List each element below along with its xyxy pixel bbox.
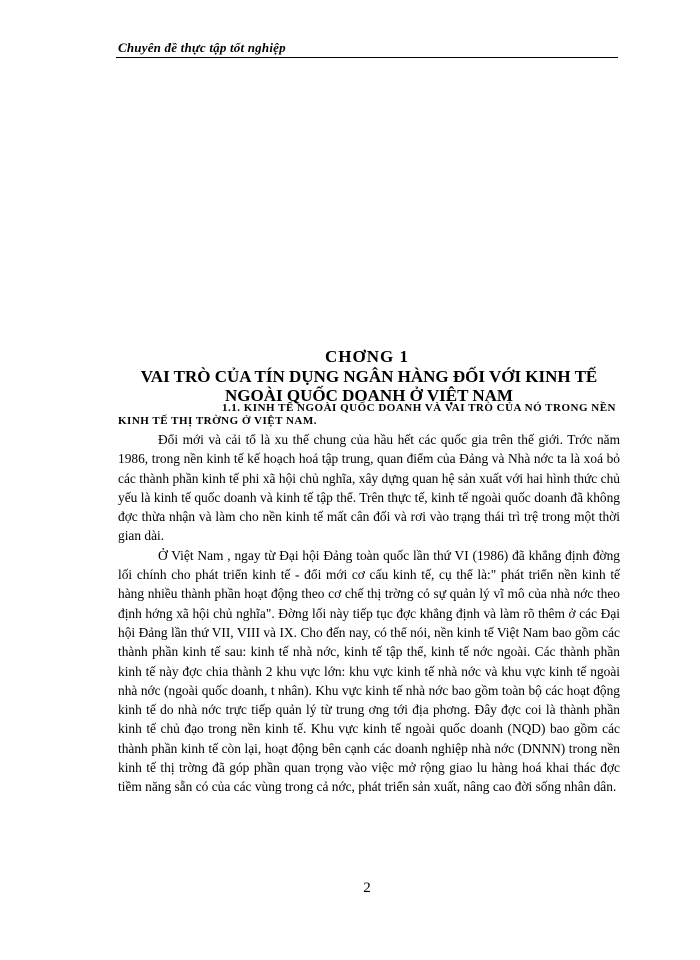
header-divider — [116, 57, 618, 58]
body-text — [118, 430, 620, 797]
paragraph-2: Ở Việt Nam , ngay từ Đại hội Đảng toàn quốc lần thứ VI (1986) đã khẳng định đờng lối chính cho phát triển kinh tế - đổi mới cơ cấu kinh tế, cụ thể là:" phát triển nền kinh tế hàng nhiều thành phần hoạt động theo cơ chế thị trờng có sự quản lý vĩ mô của nhà nớc theo định hớng xã hội chủ nghĩa". Đờng lối này tiếp tục đợc khẳng định và làm rõ thêm ở các Đại hội Đảng lần thứ VII, VIII và IX. Cho đến nay, có thể nói, nền kinh tế Việt Nam bao gồm các thành phần kinh tế sau: kinh tế nhà nớc, kinh tế tập thể, kinh tế nớc ngoài. Các thành phần kinh tế này đợc chia thành 2 khu vực lớn: khu vực kinh tế nhà nớc và khu vực kinh tế ngoài nhà nớc (ngoài quốc doanh, t nhân). Khu vực kinh tế nhà nớc bao gồm toàn bộ các hoạt động kinh tế do nhà nớc trực tiếp quản lý từ trung ơng tới địa phơng. Đây đợc coi là thành phần kinh tế chủ đạo trong nền kinh tế. Khu vực kinh tế ngoài quốc doanh (NQD) bao gồm các thành phần kinh tế còn lại, hoạt động bên cạnh các doanh nghiệp nhà nớc (DNNN) trong nền kinh tế thị trờng đã góp phần quan trọng vào việc mở rộng giao lu hàng hoá khai thác đợc tiềm năng sẵn có của các vùng trong cả nớc, phát triển sản xuất, nâng cao đời sống nhân dân. — [118, 547, 620, 795]
running-header-title: Chuyên đề thực tập tốt nghiệp — [118, 40, 286, 55]
paragraph-1: Đổi mới và cải tổ là xu thế chung của hầu hết các quốc gia trên thế giới. Trớc năm 1986, trong nền kinh tế kế hoạch hoá tập trung, quan điểm của Đảng và Nhà nớc ta là xoá bỏ các thành phần kinh tế phi xã hội chủ nghĩa, xây dựng quan hệ sản xuất với hai hình thức chủ yếu là kinh tế quốc doanh và kinh tế tập thể. Trên thực tế, kinh tế ngoài quốc doanh đã không đợc thừa nhận và làm cho nền kinh tế mất cân đối và rơi vào trạng thái trì trệ trong một thời gian dài. — [118, 432, 620, 544]
chapter-label: CHƠNG 1 — [325, 347, 409, 366]
chapter-title: VAI TRÒ CỦA TÍN DỤNG NGÂN HÀNG ĐỐI VỚI KINH TẾ NGOÀI QUỐC DOANH Ở VIỆT NAM — [140, 367, 598, 405]
page-number: 2 — [363, 880, 371, 896]
section-heading — [118, 402, 620, 428]
section-heading-line-2: KINH TẾ THỊ TRỜNG Ở VIỆT NAM. — [118, 415, 318, 427]
section-heading-line-1: 1.1. KINH TẾ NGOÀI QUỐC DOANH VÀ VAI TRÒ CỦA NÓ TRONG NỀN — [221, 402, 616, 414]
